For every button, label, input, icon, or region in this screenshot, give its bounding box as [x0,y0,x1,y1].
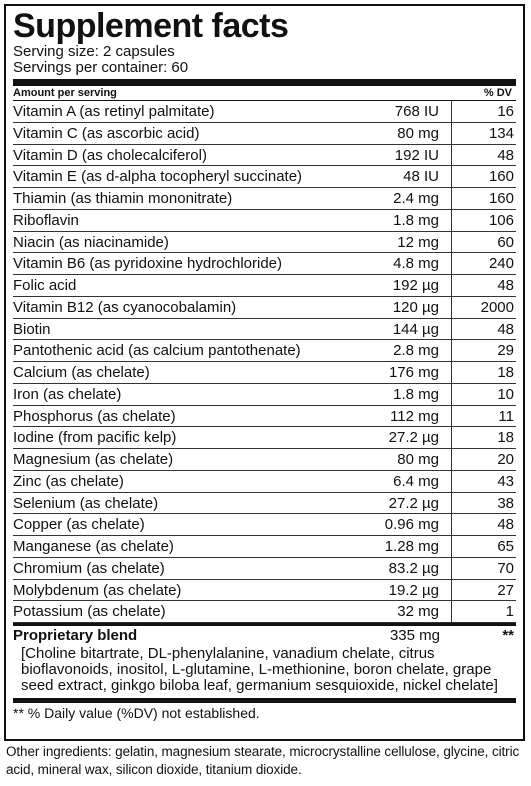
servings-per-container: Servings per container: 60 [13,59,189,76]
nutrient-amount: 2.4 mg [351,188,452,209]
nutrient-table [13,101,516,623]
nutrient-name: Biotin [13,320,51,338]
nutrient-amount: 176 mg [351,362,452,383]
nutrient-dv: 48 [497,320,514,338]
nutrient-amount: 192 µg [351,275,452,296]
amount-per-serving-header: Amount per serving [13,87,117,99]
column-header-row [13,86,516,101]
nutrient-amount: 27.2 µg [351,427,452,448]
nutrient-name: Niacin (as niacinamide) [13,233,169,251]
nutrient-dv: 1 [505,603,514,621]
nutrient-name: Thiamin (as thiamin mononitrate) [13,190,233,207]
nutrient-row [13,601,516,623]
nutrient-dv: 60 [497,233,514,251]
nutrient-name: Manganese (as chelate) [13,538,174,555]
nutrient-dv: 160 [488,168,514,186]
nutrient-name: Potassium (as chelate) [13,603,166,621]
nutrient-row [13,166,516,188]
nutrient-dv: 160 [488,190,514,207]
blend-dv: ** [502,627,514,644]
nutrient-amount: 1.8 mg [351,210,452,231]
nutrient-row [13,536,516,558]
nutrient-row [13,145,516,167]
nutrient-amount: 32 mg [351,601,452,622]
nutrient-name: Vitamin E (as d-alpha tocopheryl succinate) [13,168,303,186]
nutrient-dv: 18 [497,364,514,381]
nutrient-row [13,188,516,210]
nutrient-row [13,406,516,428]
nutrient-dv: 10 [497,385,514,403]
nutrient-row [13,210,516,232]
nutrient-dv: 48 [497,516,514,534]
nutrient-amount: 192 IU [351,145,452,166]
nutrient-row [13,319,516,341]
nutrient-row [13,253,516,275]
nutrient-name: Vitamin A (as retinyl palmitate) [13,103,215,120]
nutrient-name: Molybdenum (as chelate) [13,581,182,599]
nutrient-dv: 38 [497,494,514,512]
nutrient-dv: 11 [498,407,514,425]
nutrient-name: Vitamin D (as cholecalciferol) [13,146,207,164]
nutrient-name: Chromium (as chelate) [13,559,165,577]
nutrient-amount: 6.4 mg [351,471,452,492]
nutrient-dv: 65 [497,538,514,555]
panel-title: Supplement facts [13,7,289,45]
nutrient-name: Vitamin C (as ascorbic acid) [13,124,200,142]
nutrient-amount: 27.2 µg [351,493,452,514]
nutrient-dv: 240 [488,255,514,273]
dv-header: % DV [483,87,512,99]
nutrient-dv: 134 [488,124,514,142]
nutrient-row [13,297,516,319]
nutrient-name: Phosphorus (as chelate) [13,407,176,425]
nutrient-amount: 12 mg [351,232,452,253]
blend-ingredients: [Choline bitartrate, DL-phenylalanine, vanadium chelate, citrus bioflavonoids, inositol, L-glutamine, L-methionine, boron chelate, grape seed extract, ginkgo biloba leaf, germanium sesquioxide, nickel chelate] [21,645,498,694]
nutrient-row [13,101,516,123]
nutrient-amount: 1.28 mg [351,536,452,557]
nutrient-amount: 120 µg [351,297,452,318]
nutrient-name: Iodine (from pacific kelp) [13,429,177,447]
nutrient-name: Riboflavin [13,211,79,229]
nutrient-dv: 20 [497,451,514,468]
nutrient-row [13,362,516,384]
nutrient-row [13,471,516,493]
nutrient-dv: 106 [488,211,514,229]
nutrient-row [13,384,516,406]
nutrient-dv: 18 [497,429,514,447]
nutrient-dv: 16 [497,103,514,120]
nutrient-amount: 80 mg [351,123,452,144]
dv-footnote: ** % Daily value (%DV) not established. [13,705,260,721]
nutrient-amount: 80 mg [351,449,452,470]
nutrient-row [13,493,516,515]
nutrient-dv: 2000 [480,298,514,316]
nutrient-name: Vitamin B12 (as cyanocobalamin) [13,298,237,316]
nutrient-dv: 70 [497,559,514,577]
nutrient-dv: 48 [497,146,514,164]
proprietary-blend-row [13,627,516,645]
nutrient-name: Calcium (as chelate) [13,364,150,381]
nutrient-amount: 144 µg [351,319,452,340]
nutrient-name: Pantothenic acid (as calcium pantothenate) [13,342,301,360]
nutrient-amount: 112 mg [351,406,452,427]
nutrient-dv: 43 [497,472,514,490]
nutrient-row [13,558,516,580]
nutrient-name: Vitamin B6 (as pyridoxine hydrochloride) [13,255,283,273]
nutrient-row [13,232,516,254]
nutrient-amount: 4.8 mg [351,253,452,274]
nutrient-name: Iron (as chelate) [13,385,122,403]
bottom-divider [13,698,516,703]
nutrient-name: Magnesium (as chelate) [13,451,174,468]
nutrient-row [13,427,516,449]
nutrient-name: Folic acid [13,277,77,294]
nutrient-row [13,449,516,471]
serving-size: Serving size: 2 capsules [13,43,175,60]
nutrient-dv: 27 [497,581,514,599]
nutrient-amount: 83.2 µg [351,558,452,579]
other-ingredients: Other ingredients: gelatin, magnesium stearate, microcrystalline cellulose, glycine, citric acid, mineral wax, silicon dioxide, titanium dioxide. [6,744,520,777]
nutrient-amount: 1.8 mg [351,384,452,405]
supplement-facts-panel [4,4,525,741]
nutrient-dv: 48 [497,277,514,294]
nutrient-amount: 48 IU [351,166,452,187]
nutrient-row [13,340,516,362]
nutrient-amount: 768 IU [351,101,452,122]
blend-name: Proprietary blend [13,627,138,644]
blend-amount: 335 mg [389,627,440,644]
nutrient-dv: 29 [497,342,514,360]
nutrient-row [13,275,516,297]
nutrient-name: Selenium (as chelate) [13,494,159,512]
nutrient-amount: 0.96 mg [351,514,452,535]
nutrient-name: Zinc (as chelate) [13,472,124,490]
nutrient-row [13,514,516,536]
nutrient-amount: 2.8 mg [351,340,452,361]
nutrient-amount: 19.2 µg [351,580,452,601]
mid-divider [13,623,516,626]
nutrient-name: Copper (as chelate) [13,516,145,534]
nutrient-row [13,123,516,145]
thick-divider [13,79,516,86]
nutrient-row [13,580,516,602]
